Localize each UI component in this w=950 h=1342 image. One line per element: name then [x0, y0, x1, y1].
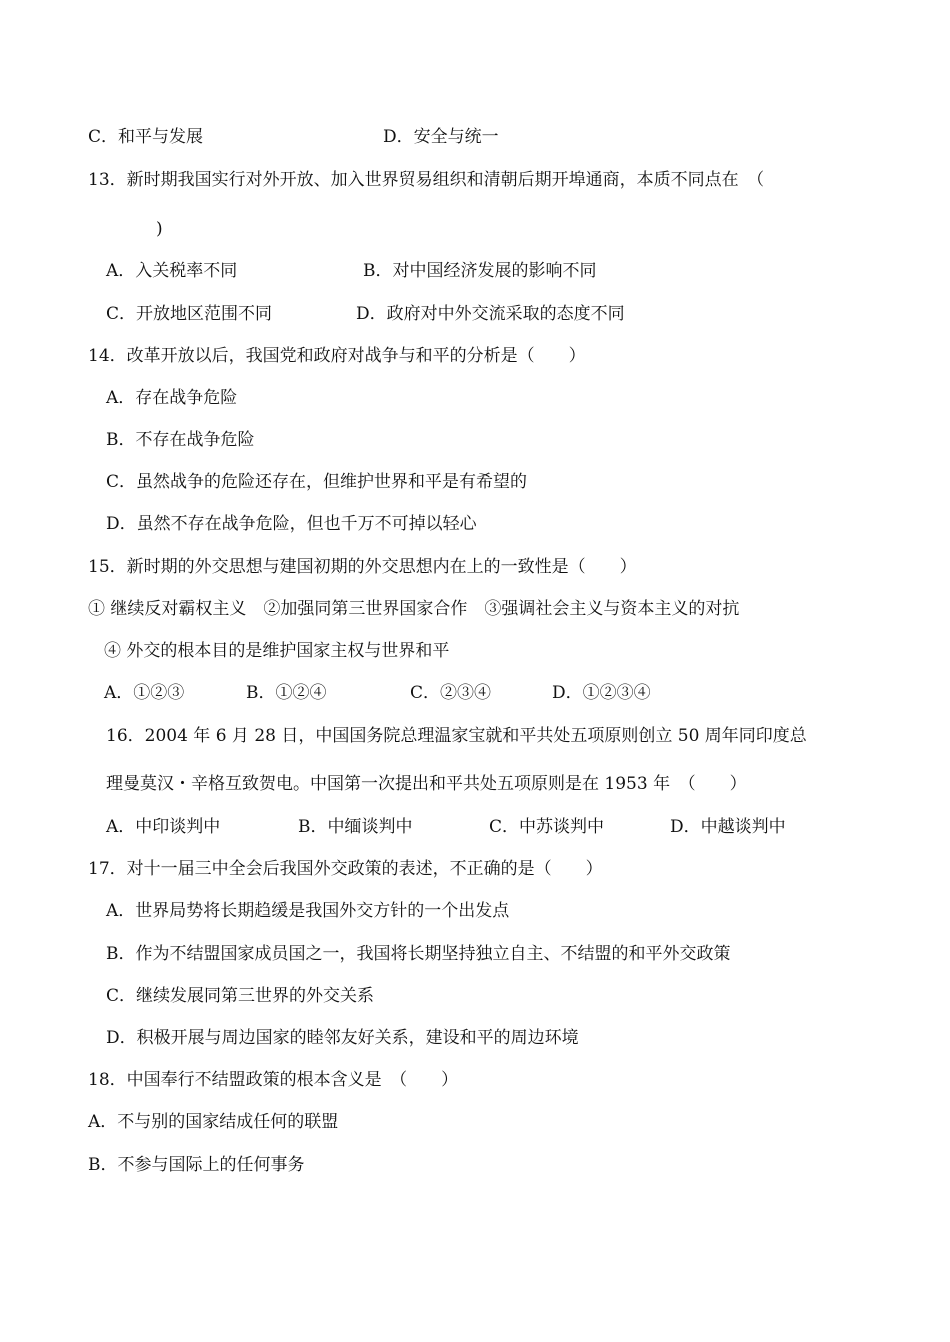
q16-stem-line1: 16．2004 年 6 月 28 日，中国国务院总理温家宝就和平共处五项原则创立 50 周年同印度总	[106, 726, 807, 746]
q14-option-c: C．虽然战争的危险还存在，但维护世界和平是有希望的	[106, 472, 528, 492]
q15-option-a: A．①②③	[104, 683, 185, 703]
q15-stem: 15．新时期的外交思想与建国初期的外交思想内在上的一致性是（ ）	[88, 557, 637, 577]
q13-option-b: B．对中国经济发展的影响不同	[363, 261, 597, 281]
q16-option-d: D．中越谈判中	[670, 817, 786, 837]
q13-option-c: C．开放地区范围不同	[106, 304, 273, 324]
q14-stem: 14．改革开放以后，我国党和政府对战争与和平的分析是（ ）	[88, 346, 586, 366]
q15-option-b: B．①②④	[246, 683, 327, 703]
q17-option-d: D．积极开展与周边国家的睦邻友好关系，建设和平的周边环境	[106, 1028, 579, 1048]
q16-option-c: C．中苏谈判中	[489, 817, 605, 837]
q16-option-b: B．中缅谈判中	[298, 817, 413, 837]
q17-option-a: A．世界局势将长期趋缓是我国外交方针的一个出发点	[106, 901, 510, 921]
q14-option-b: B．不存在战争危险	[106, 430, 255, 450]
q14-option-a: A．存在战争危险	[106, 388, 238, 408]
q13-stem: 13．新时期我国实行对外开放、加入世界贸易组织和清朝后期开埠通商，本质不同点在 （	[88, 170, 765, 190]
q18-option-b: B．不参与国际上的任何事务	[88, 1155, 305, 1175]
q18-option-a: A．不与别的国家结成任何的联盟	[88, 1112, 339, 1132]
q15-statements-line2: ④ 外交的根本目的是维护国家主权与世界和平	[104, 641, 450, 661]
q17-stem: 17．对十一届三中全会后我国外交政策的表述，不正确的是（ ）	[88, 859, 603, 879]
q17-option-c: C．继续发展同第三世界的外交关系	[106, 986, 375, 1006]
q16-option-a: A．中印谈判中	[106, 817, 221, 837]
q12-option-c: C．和平与发展	[88, 127, 204, 147]
q13-paren-close: )	[156, 219, 163, 239]
q18-stem: 18．中国奉行不结盟政策的根本含义是 （ ）	[88, 1070, 459, 1090]
q13-option-d: D．政府对中外交流采取的态度不同	[356, 304, 625, 324]
q12-option-d: D．安全与统一	[383, 127, 499, 147]
q15-statements-line1: ① 继续反对霸权主义 ②加强同第三世界国家合作 ③强调社会主义与资本主义的对抗	[88, 599, 740, 619]
q14-option-d: D．虽然不存在战争危险，但也千万不可掉以轻心	[106, 514, 477, 534]
q13-option-a: A．入关税率不同	[106, 261, 238, 281]
q17-option-b: B．作为不结盟国家成员国之一，我国将长期坚持独立自主、不结盟的和平外交政策	[106, 944, 731, 964]
q15-option-c: C．②③④	[410, 683, 492, 703]
q16-stem-line2: 理曼莫汉・辛格互致贺电。中国第一次提出和平共处五项原则是在 1953 年 （ ）	[106, 774, 747, 794]
q15-option-d: D．①②③④	[552, 683, 651, 703]
